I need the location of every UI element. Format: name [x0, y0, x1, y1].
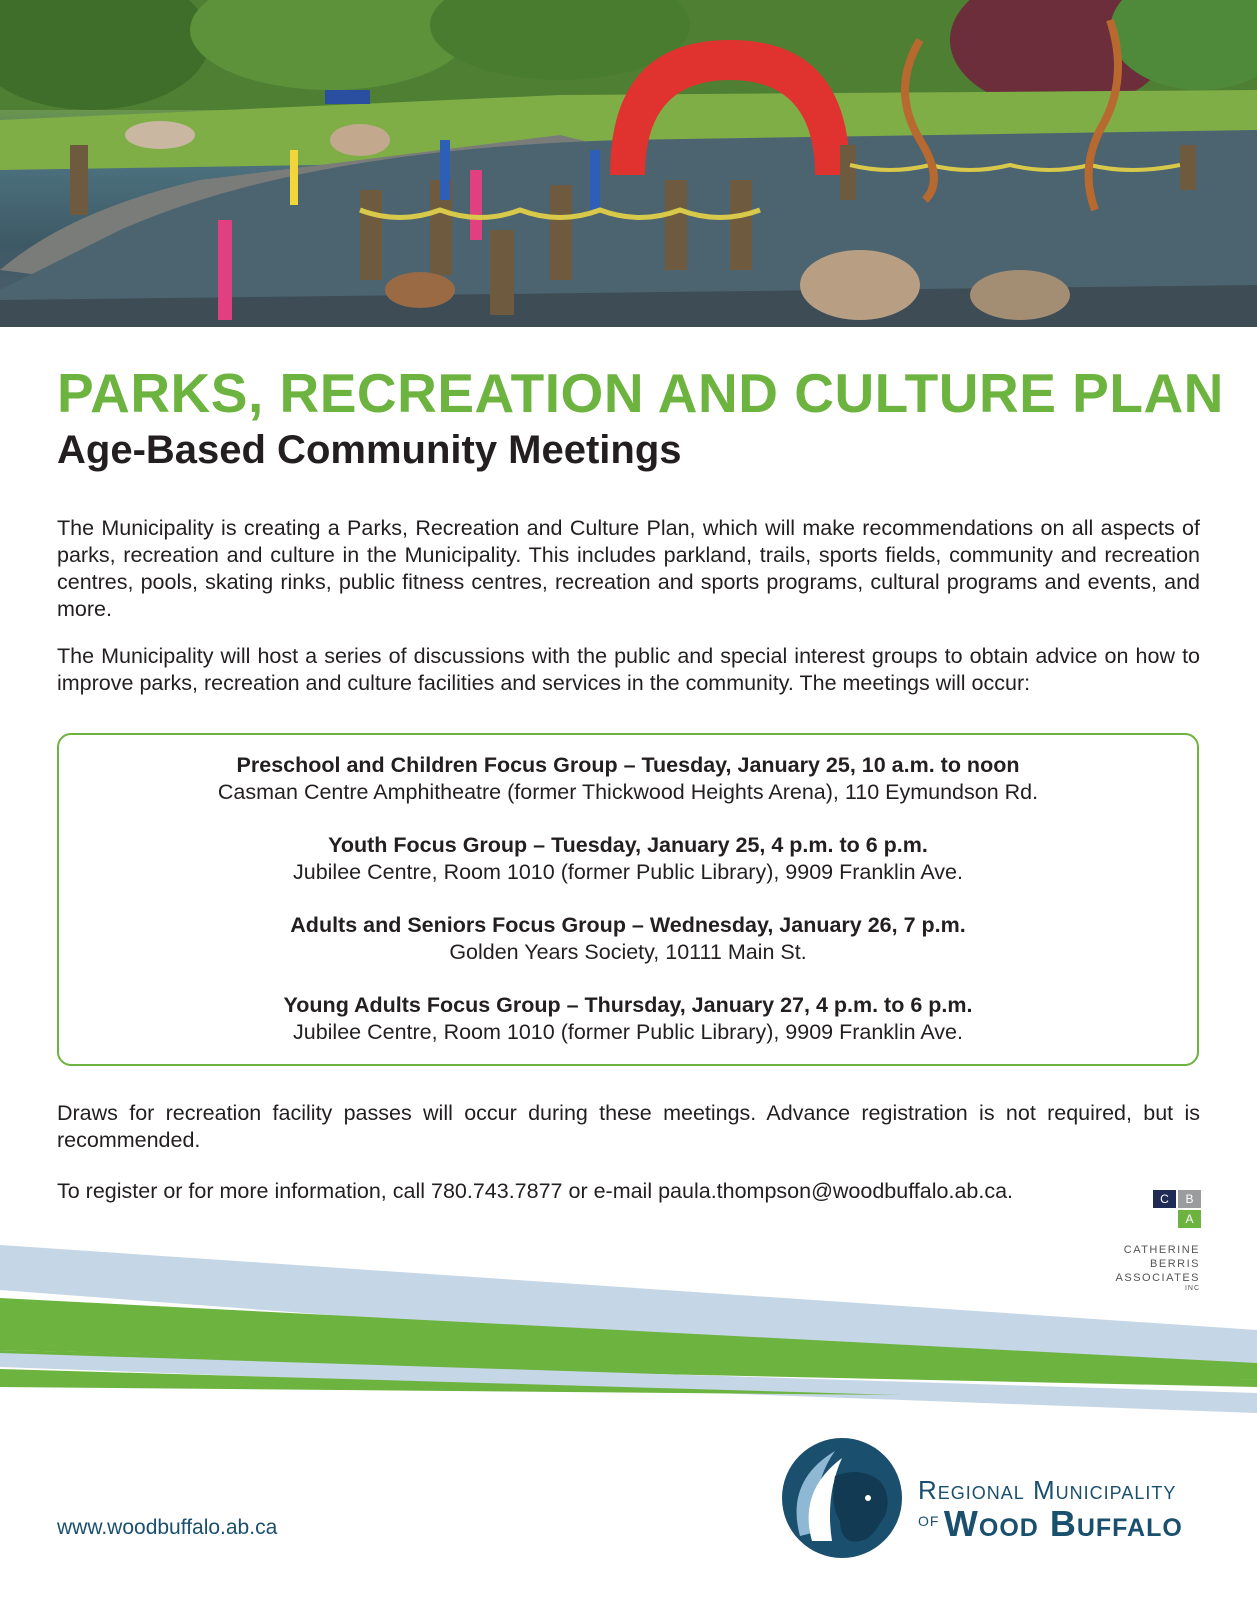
decorative-stripes: [0, 1245, 1257, 1425]
org-name-main: Wood Buffalo: [943, 1503, 1183, 1544]
org-name-of: of: [918, 1509, 940, 1531]
cba-name-line: INC: [1184, 1285, 1200, 1292]
meeting-location: Jubilee Centre, Room 1010 (former Public Library), 9909 Franklin Ave.: [292, 860, 963, 884]
cba-letter-c: C: [1153, 1190, 1176, 1208]
cba-letter-a: A: [1178, 1210, 1201, 1228]
meetings-box: [57, 733, 1199, 1066]
meeting-location: Casman Centre Amphitheatre (former Thickwood Heights Arena), 110 Eymundson Rd.: [217, 780, 1039, 804]
intro-paragraph-1: The Municipality is creating a Parks, Recreation and Culture Plan, which will make recommendations on all aspects of parks, recreation and culture in the Municipality. This includes parkland, trails, sports fields, community and recreation centres, pools, skating rinks, public fitness centres, recreation and sports programs, cultural programs and events, and more.: [57, 516, 1200, 621]
meeting-item: [59, 992, 1197, 1046]
meeting-location: Jubilee Centre, Room 1010 (former Public Library), 9909 Franklin Ave.: [292, 1020, 963, 1044]
cba-name-line: BERRIS: [1150, 1258, 1200, 1270]
page-title: PARKS, RECREATION AND CULTURE PLAN: [57, 362, 1224, 424]
cba-letter-b: B: [1178, 1190, 1201, 1208]
website-link[interactable]: www.woodbuffalo.ab.ca: [57, 1516, 278, 1539]
page-subtitle: Age-Based Community Meetings: [57, 428, 682, 472]
meeting-heading: Young Adults Focus Group – Thursday, January 27, 4 p.m. to 6 p.m.: [283, 993, 973, 1017]
org-name-text: Regional Municipality: [918, 1475, 1177, 1505]
meeting-heading: Youth Focus Group – Tuesday, January 25, 4 p.m. to 6 p.m.: [328, 833, 928, 857]
org-name-line2: [918, 1503, 1183, 1545]
intro-paragraph-2: The Municipality will host a series of discussions with the public and special interest groups to obtain advice on how to improve parks, recreation and culture facilities and services in the community. The meetings will occur:: [57, 644, 1200, 695]
bison-emblem-icon: [780, 1436, 905, 1561]
hero-photo: [0, 0, 1257, 327]
meeting-item: [59, 912, 1197, 966]
meeting-item: [59, 832, 1197, 886]
meeting-item: [59, 752, 1197, 806]
cba-name-line: ASSOCIATES: [1115, 1272, 1200, 1284]
meeting-location: Golden Years Society, 10111 Main St.: [449, 940, 807, 964]
draws-paragraph: Draws for recreation facility passes will occur during these meetings. Advance registration is not required, but is recommended.: [57, 1101, 1200, 1152]
meeting-heading: Adults and Seniors Focus Group – Wednesday, January 26, 7 p.m.: [290, 913, 966, 937]
meeting-heading: Preschool and Children Focus Group – Tuesday, January 25, 10 a.m. to noon: [236, 753, 1020, 777]
register-paragraph: To register or for more information, call 780.743.7877 or e-mail paula.thompson@woodbuffalo.ab.ca.: [57, 1179, 1014, 1203]
org-name-line1: [918, 1475, 1176, 1506]
cba-name-line: CATHERINE: [1123, 1244, 1200, 1256]
